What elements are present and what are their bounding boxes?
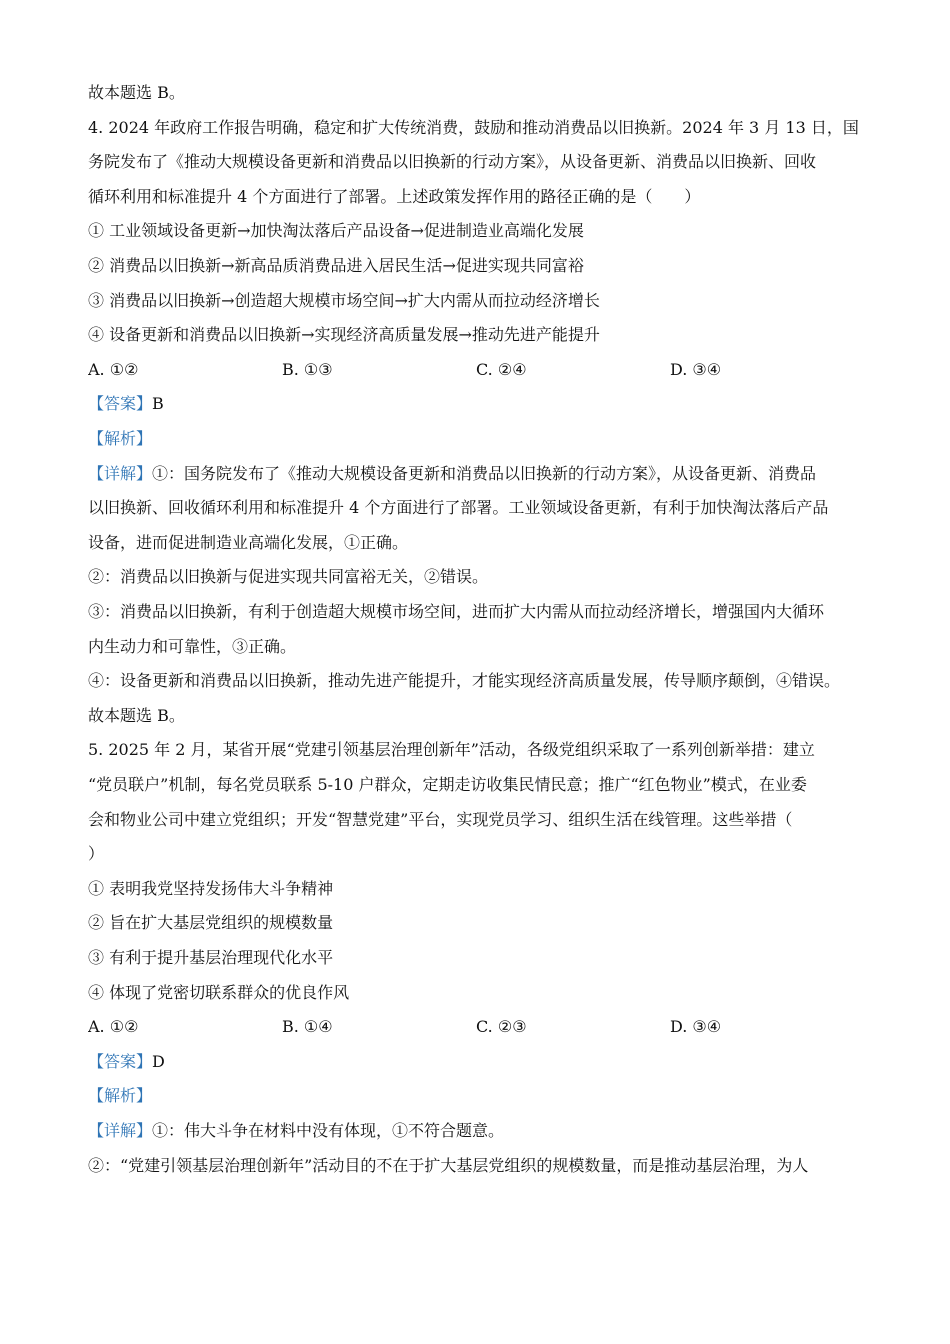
text-line (88, 249, 864, 283)
section-label: 【详解】 (88, 1121, 153, 1140)
text-line (88, 180, 864, 214)
line-text: B (152, 394, 164, 414)
section-label: 【解析】 (88, 1086, 153, 1106)
text-line (88, 664, 864, 698)
text-line (88, 595, 864, 629)
option-2: C. ②④ (476, 359, 527, 379)
labeled-line (88, 457, 864, 491)
text-line (88, 318, 864, 352)
line-text: 以旧换新、回收循环利用和标准提升 4 个方面进行了部署。工业领域设备更新，有利于加快淘汰落后产品 (88, 498, 829, 518)
labeled-line (88, 422, 864, 456)
labeled-line (88, 1079, 864, 1113)
line-text: ① 表明我党坚持发扬伟大斗争精神 (88, 878, 334, 898)
line-text: ①：国务院发布了《推动大规模设备更新和消费品以旧换新的行动方案》，从设备更新、消费品 (152, 463, 817, 483)
line-text: 设备，进而促进制造业高端化发展，①正确。 (88, 532, 409, 552)
option-1: B. ①③ (282, 359, 333, 379)
line-text: ） (88, 844, 105, 864)
line-text: ②：“党建引领基层治理创新年”活动目的不在于扩大基层党组织的规模数量，而是推动基层治理，为人 (88, 1155, 809, 1175)
line-text: 故本题选 B。 (88, 705, 185, 725)
line-text: ④ 体现了党密切联系群众的优良作风 (88, 982, 350, 1002)
option-1: B. ①④ (282, 1017, 333, 1037)
option-0: A. ①② (88, 359, 139, 379)
text-line (88, 111, 864, 145)
section-label: 【解析】 (88, 429, 153, 448)
option-3: D. ③④ (670, 1017, 722, 1037)
line-text: ④：设备更新和消费品以旧换新，推动先进产能提升，才能实现经济高质量发展，传导顺序颠倒，④错误。 (88, 671, 841, 691)
section-label: 【答案】 (88, 1051, 153, 1071)
line-text: ③：消费品以旧换新，有利于创造超大规模市场空间，进而扩大内需从而拉动经济增长，增强国内大循环 (88, 602, 825, 621)
text-line (88, 145, 864, 179)
line-text: ①：伟大斗争在材料中没有体现，①不符合题意。 (152, 1121, 505, 1140)
text-line (88, 76, 864, 110)
text-line (88, 1149, 864, 1183)
labeled-line (88, 387, 864, 421)
labeled-line (88, 1114, 864, 1148)
text-line (88, 284, 864, 318)
line-text: 故本题选 B。 (88, 83, 185, 102)
section-label: 【答案】 (88, 394, 153, 414)
option-2: C. ②③ (476, 1017, 527, 1037)
text-line (88, 768, 864, 802)
text-line (88, 803, 864, 837)
text-line (88, 491, 864, 525)
line-text: 务院发布了《推动大规模设备更新和消费品以旧换新的行动方案》，从设备更新、消费品以旧换新、回收 (88, 152, 817, 172)
line-text: 5. 2025 年 2 月，某省开展“党建引领基层治理创新年”活动，各级党组织采取了一系列创新举措：建立 (88, 740, 815, 760)
text-line (88, 560, 864, 594)
text-line (88, 941, 864, 975)
line-text: ③ 有利于提升基层治理现代化水平 (88, 948, 334, 967)
answer-options (88, 353, 864, 387)
line-text: 4. 2024 年政府工作报告明确，稳定和扩大传统消费，鼓励和推动消费品以旧换新。2024 年 3 月 13 日，国 (88, 117, 859, 137)
option-0: A. ①② (88, 1017, 139, 1037)
option-3: D. ③④ (670, 359, 722, 379)
text-line (88, 526, 864, 560)
text-line (88, 733, 864, 767)
answer-options (88, 1010, 864, 1044)
line-text: ① 工业领域设备更新→加快淘汰落后产品设备→促进制造业高端化发展 (88, 221, 584, 241)
text-line (88, 699, 864, 733)
line-text: ③ 消费品以旧换新→创造超大规模市场空间→扩大内需从而拉动经济增长 (88, 290, 600, 310)
section-label: 【详解】 (88, 463, 153, 483)
text-line (88, 976, 864, 1010)
line-text: D (152, 1051, 165, 1071)
line-text: 循环利用和标准提升 4 个方面进行了部署。上述政策发挥作用的路径正确的是（ ） (88, 186, 701, 206)
text-line (88, 214, 864, 248)
line-text: 内生动力和可靠性，③正确。 (88, 636, 297, 656)
text-line (88, 630, 864, 664)
line-text: “党员联户”机制，每名党员联系 5-10 户群众，定期走访收集民情民意；推广“红色物业”模式，在业委 (88, 775, 807, 794)
line-text: ② 消费品以旧换新→新高品质消费品进入居民生活→促进实现共同富裕 (88, 256, 584, 275)
text-line (88, 872, 864, 906)
labeled-line (88, 1045, 864, 1079)
line-text: ②：消费品以旧换新与促进实现共同富裕无关，②错误。 (88, 567, 489, 587)
line-text: ② 旨在扩大基层党组织的规模数量 (88, 913, 334, 933)
text-line (88, 837, 864, 871)
text-line (88, 906, 864, 940)
line-text: 会和物业公司中建立党组织；开发“智慧党建”平台，实现党员学习、组织生活在线管理。这些举措（ (88, 809, 793, 829)
line-text: ④ 设备更新和消费品以旧换新→实现经济高质量发展→推动先进产能提升 (88, 325, 600, 345)
